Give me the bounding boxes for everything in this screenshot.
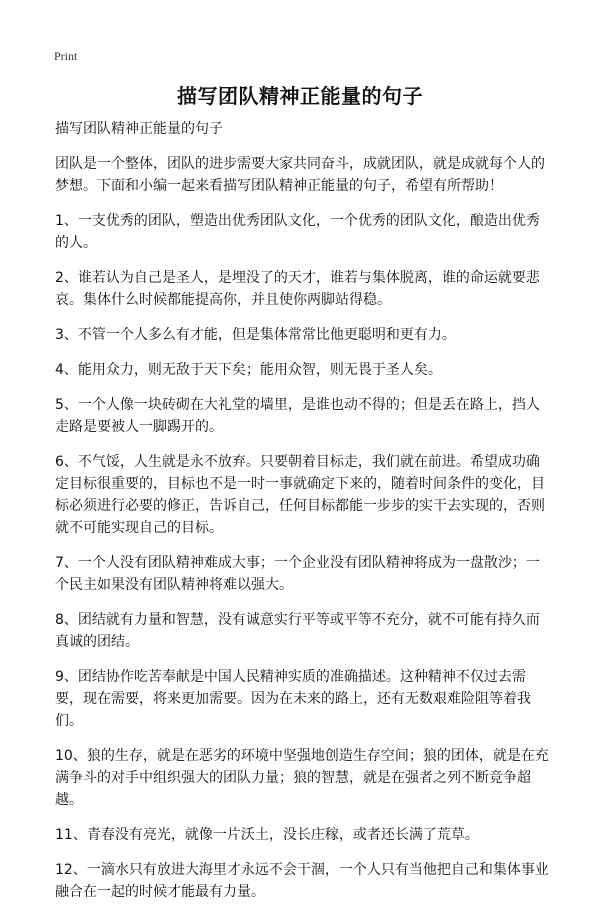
article-body <box>55 118 552 916</box>
quote-item-2: 2、谁若认为自己是圣人，是埋没了的天才，谁若与集体脱离，谁的命运就要悲哀。集体什么时候都能提高你，并且使你两脚站得稳。 <box>55 270 540 308</box>
page-title: 描写团队精神正能量的句子 <box>177 84 423 108</box>
quote-item-6: 6、不气馁，人生就是永不放弃。只要朝着目标走，我们就在前进。希望成功确定目标很重要的，目标也不是一时一事就确定下来的，随着时间条件的变化，目标必须进行必要的修正，告诉自己，任何目标都能一步步的实干去实现的，否则就不可能实现自己的目标。 <box>55 454 545 536</box>
quote-item-10: 10、狼的生存，就是在恶劣的环境中坚强地创造生存空间；狼的团体，就是在充满争斗的对手中组织强大的团队力量；狼的智慧，就是在强者之列不断竞争超越。 <box>55 748 549 808</box>
quote-item-7: 7、一个人没有团队精神难成大事；一个企业没有团队精神将成为一盘散沙；一个民主如果没有团队精神将难以强大。 <box>55 555 540 593</box>
quote-item-12: 12、一滴水只有放进大海里才永远不会干涸，一个人只有当他把自己和集体事业融合在一起的时候才能最有力量。 <box>55 862 549 900</box>
quote-item-8: 8、团结就有力量和智慧，没有诚意实行平等或平等不充分，就不可能有持久而真诚的团结。 <box>55 612 540 650</box>
quote-item-11: 11、青春没有亮光，就像一片沃土，没长庄稼，或者还长满了荒草。 <box>55 827 479 843</box>
quote-item-1: 1、一支优秀的团队，塑造出优秀团队文化，一个优秀的团队文化，酿造出优秀的人。 <box>55 213 540 251</box>
quote-item-4: 4、能用众力，则无敌于天下矣；能用众智，则无畏于圣人矣。 <box>55 362 442 378</box>
intro-paragraph: 团队是一个整体，团队的进步需要大家共同奋斗，成就团队，就是成就每个人的梦想。下面和小编一起来看描写团队精神正能量的句子，希望有所帮助！ <box>55 156 545 194</box>
print-link[interactable]: Print <box>54 49 78 63</box>
quote-item-5: 5、一个人像一块砖砌在大礼堂的墙里，是谁也动不得的；但是丢在路上，挡人走路是要被人一脚踢开的。 <box>55 397 540 435</box>
quote-item-9: 9、团结协作吃苦奉献是中国人民精神实质的准确描述。这种精神不仅过去需要，现在需要，将来更加需要。因为在未来的路上，还有无数艰难险阻等着我们。 <box>55 669 531 729</box>
quote-item-3: 3、不管一个人多么有才能，但是集体常常比他更聪明和更有力。 <box>55 327 456 343</box>
article-subtitle: 描写团队精神正能量的句子 <box>55 121 223 137</box>
